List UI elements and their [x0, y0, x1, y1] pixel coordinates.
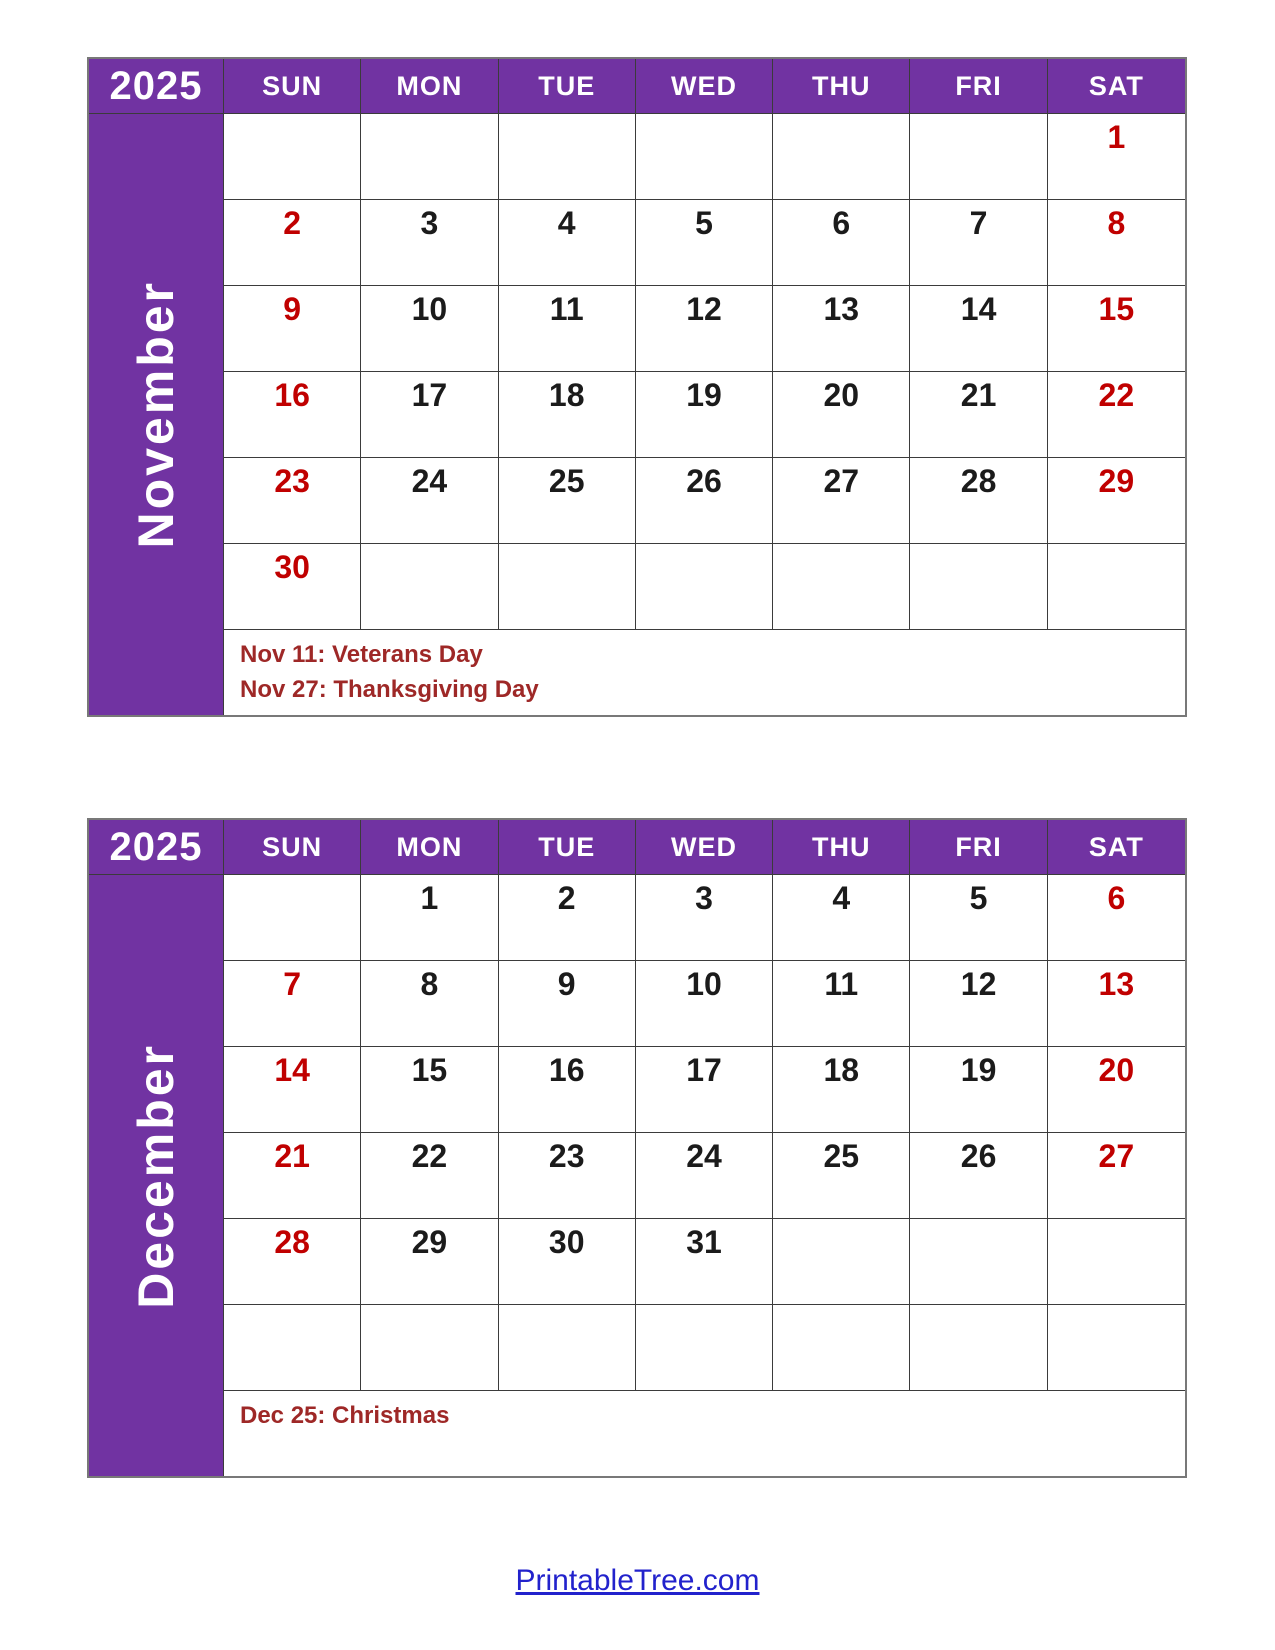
- empty-date-cell: [224, 1305, 361, 1391]
- date-cell: 12: [910, 961, 1047, 1047]
- date-cell: 22: [361, 1133, 498, 1219]
- date-cell: 8: [361, 961, 498, 1047]
- date-cell: 29: [361, 1219, 498, 1305]
- november-calendar: [87, 57, 1187, 717]
- date-cell: 20: [773, 372, 910, 458]
- weekday-header-sat: SAT: [1048, 820, 1185, 875]
- date-cell: 22: [1048, 372, 1185, 458]
- year-label: 2025: [89, 820, 224, 875]
- date-cell: 18: [499, 372, 636, 458]
- date-cell: 29: [1048, 458, 1185, 544]
- empty-date-cell: [910, 544, 1047, 630]
- weekday-header-sat: SAT: [1048, 59, 1185, 114]
- date-cell: 21: [224, 1133, 361, 1219]
- date-cell: 6: [1048, 875, 1185, 961]
- date-cell: 26: [910, 1133, 1047, 1219]
- empty-date-cell: [499, 114, 636, 200]
- weekday-header-tue: TUE: [499, 820, 636, 875]
- weekday-header-wed: WED: [636, 820, 773, 875]
- weekday-header-sun: SUN: [224, 820, 361, 875]
- empty-date-cell: [1048, 1305, 1185, 1391]
- date-cell: 15: [1048, 286, 1185, 372]
- footer: [0, 1564, 1275, 1598]
- weekday-header-sun: SUN: [224, 59, 361, 114]
- date-cell: 23: [224, 458, 361, 544]
- date-cell: 25: [773, 1133, 910, 1219]
- december-calendar: [87, 818, 1187, 1478]
- date-cell: 4: [499, 200, 636, 286]
- date-cell: 9: [499, 961, 636, 1047]
- date-cell: 15: [361, 1047, 498, 1133]
- weekday-header-mon: MON: [361, 820, 498, 875]
- date-cell: 9: [224, 286, 361, 372]
- empty-date-cell: [499, 1305, 636, 1391]
- empty-date-cell: [1048, 544, 1185, 630]
- date-cell: 8: [1048, 200, 1185, 286]
- empty-date-cell: [636, 114, 773, 200]
- weekday-header-fri: FRI: [910, 820, 1047, 875]
- weekday-header-thu: THU: [773, 59, 910, 114]
- month-label: December: [128, 1042, 184, 1309]
- calendars-container: [0, 57, 1275, 1478]
- date-cell: 26: [636, 458, 773, 544]
- empty-date-cell: [224, 875, 361, 961]
- empty-date-cell: [1048, 1219, 1185, 1305]
- date-cell: 21: [910, 372, 1047, 458]
- date-cell: 5: [910, 875, 1047, 961]
- date-cell: 16: [224, 372, 361, 458]
- date-cell: 6: [773, 200, 910, 286]
- date-cell: 24: [636, 1133, 773, 1219]
- holiday-notes: [224, 630, 1185, 715]
- date-cell: 2: [499, 875, 636, 961]
- date-cell: 19: [910, 1047, 1047, 1133]
- empty-date-cell: [499, 544, 636, 630]
- empty-date-cell: [361, 114, 498, 200]
- year-label: 2025: [89, 59, 224, 114]
- weekday-header-tue: TUE: [499, 59, 636, 114]
- date-cell: 7: [910, 200, 1047, 286]
- date-cell: 17: [636, 1047, 773, 1133]
- date-cell: 1: [361, 875, 498, 961]
- date-cell: 3: [636, 875, 773, 961]
- date-cell: 17: [361, 372, 498, 458]
- date-cell: 24: [361, 458, 498, 544]
- date-cell: 20: [1048, 1047, 1185, 1133]
- date-cell: 19: [636, 372, 773, 458]
- date-cell: 13: [773, 286, 910, 372]
- month-label-cell: [89, 114, 224, 715]
- weekday-header-thu: THU: [773, 820, 910, 875]
- date-cell: 11: [499, 286, 636, 372]
- date-cell: 28: [910, 458, 1047, 544]
- empty-date-cell: [773, 544, 910, 630]
- date-cell: 16: [499, 1047, 636, 1133]
- holiday-notes: [224, 1391, 1185, 1476]
- month-label-cell: [89, 875, 224, 1476]
- date-cell: 30: [499, 1219, 636, 1305]
- date-cell: 13: [1048, 961, 1185, 1047]
- date-cell: 10: [361, 286, 498, 372]
- empty-date-cell: [361, 1305, 498, 1391]
- empty-date-cell: [636, 544, 773, 630]
- date-cell: 27: [1048, 1133, 1185, 1219]
- date-cell: 28: [224, 1219, 361, 1305]
- weekday-header-wed: WED: [636, 59, 773, 114]
- holiday-note: Nov 11: Veterans Day: [240, 641, 483, 668]
- date-cell: 11: [773, 961, 910, 1047]
- date-cell: 14: [910, 286, 1047, 372]
- footer-link[interactable]: PrintableTree.com: [515, 1564, 760, 1597]
- date-cell: 7: [224, 961, 361, 1047]
- date-cell: 31: [636, 1219, 773, 1305]
- empty-date-cell: [773, 1219, 910, 1305]
- date-cell: 27: [773, 458, 910, 544]
- empty-date-cell: [361, 544, 498, 630]
- empty-date-cell: [910, 1219, 1047, 1305]
- empty-date-cell: [224, 114, 361, 200]
- holiday-note: Dec 25: Christmas: [240, 1402, 450, 1429]
- empty-date-cell: [773, 114, 910, 200]
- date-cell: 10: [636, 961, 773, 1047]
- date-cell: 18: [773, 1047, 910, 1133]
- date-cell: 14: [224, 1047, 361, 1133]
- month-label: November: [128, 280, 184, 549]
- date-cell: 25: [499, 458, 636, 544]
- date-cell: 3: [361, 200, 498, 286]
- date-cell: 23: [499, 1133, 636, 1219]
- date-cell: 2: [224, 200, 361, 286]
- weekday-header-fri: FRI: [910, 59, 1047, 114]
- empty-date-cell: [910, 1305, 1047, 1391]
- weekday-header-mon: MON: [361, 59, 498, 114]
- date-cell: 5: [636, 200, 773, 286]
- date-cell: 1: [1048, 114, 1185, 200]
- date-cell: 4: [773, 875, 910, 961]
- date-cell: 12: [636, 286, 773, 372]
- date-cell: 30: [224, 544, 361, 630]
- empty-date-cell: [773, 1305, 910, 1391]
- holiday-note: Nov 27: Thanksgiving Day: [240, 675, 539, 703]
- empty-date-cell: [636, 1305, 773, 1391]
- empty-date-cell: [910, 114, 1047, 200]
